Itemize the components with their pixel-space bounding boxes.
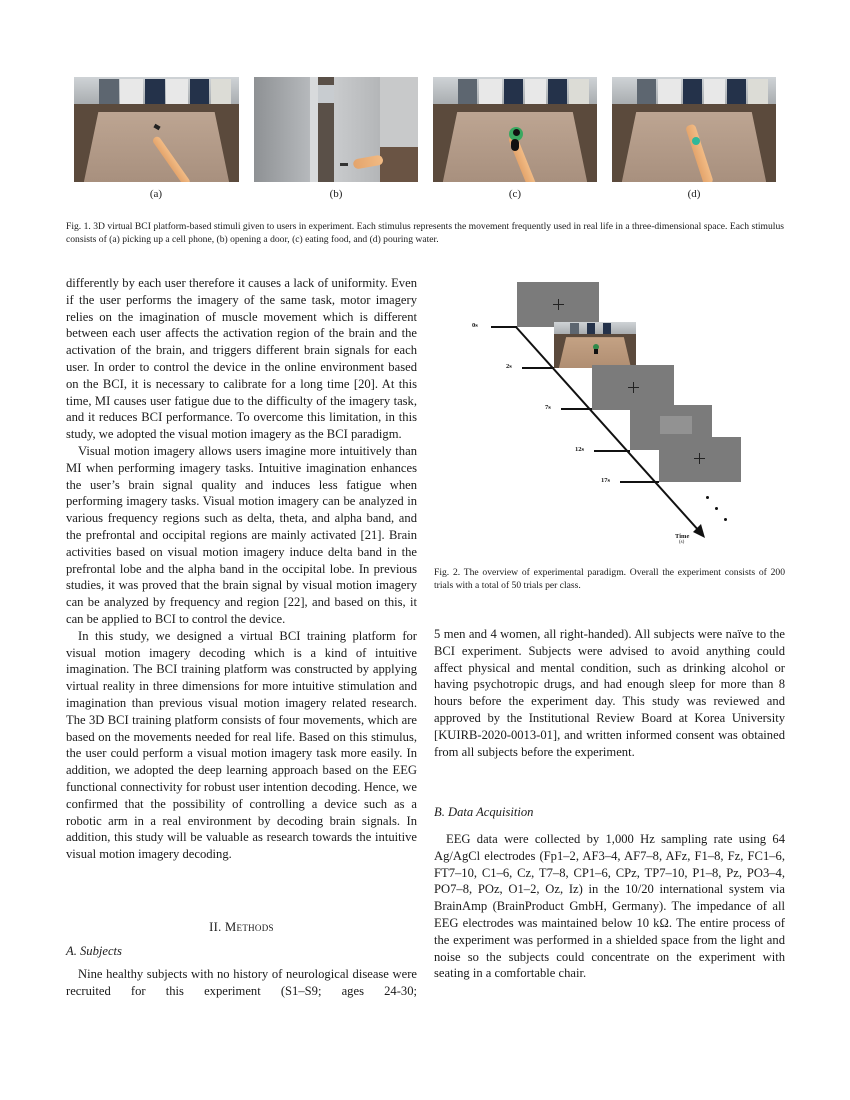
time-axis-unit: (s) [679,540,685,545]
paragraph-data-acquisition: EEG data were collected by 1,000 Hz sampling rate using 64 Ag/AgCl electrodes (Fp1–2, AF3–4, AF7–8, AFz, F1–8, Fz, FC1–6, FT7–10, C1–6, Cz, T7–8, CP1–6, CPz, TP7–10, P1–8, Pz, PO3–4, PO7–8, POz, O1–2, Oz, Iz) in the 10/20 international system via BrainAmp (BrainProduct GmbH, Germany). The impedance of all EEG electrodes was maintained below 10 kΩ. The entire process of the experiment was performed in a shielded space from the light and noise so the subjects could concentrate on the experiment with seating in a comfortable chair. [434,832,785,981]
figure-1-caption: Fig. 1. 3D virtual BCI platform-based stimuli given to users in experiment. Each stimulus represents the movement frequently used in real life in a three-dimensional space. Each stimulus consists of (a) picking up a cell phone, (b) opening a door, (c) eating food, and (d) pouring water. [66,221,784,245]
figure-1-label-c: (c) [508,188,522,200]
figure-1-panel-a-image [74,77,239,182]
time-label-0s: 0s [472,322,478,329]
section-heading-methods: II. Methods [209,920,274,934]
paragraph-this-study: In this study, we designed a virtual BCI training platform for visual motion imagery decoding which is a kind of intuitive imagination. The BCI training platform was constructed by applying virtual reality in three dimensions for more intuitive stimulation and imagination than previous visual motion imagery related research. The 3D BCI training platform consists of four movements, which are based on the movements needed for real life. Based on this stimulus, the user could perform a visual motion imagery task more easily. In addition, we adopted the deep learning approach based on the EEG functional connectivity for robust user intention decoding. Hence, we confirmed that the possibility of controlling a device such as a robotic arm in a real environment by decoding brain signals. In addition, this study will be valuable as research towards the intuitive visual motion imagery decoding. [66,628,417,862]
paragraph-subjects-end: 5 men and 4 women, all right-handed). All subjects were naïve to the BCI experiment. Subjects were advised to avoid anything could affect physical and mental condition, such as drinking alcohol or having psychotropic drugs, and had enough sleep for more than 8 hours before the experiment day. This study was reviewed and approved by the Institutional Review Board at Korea University [KUIRB-2020-0013-01], and written informed consent was obtained from all subjects before the experiment. [434,627,785,759]
figure-1-label-a: (a) [149,188,163,200]
continuation-dot [715,507,718,510]
fixation-cross-icon [553,299,564,310]
subsection-heading-data-acquisition: B. Data Acquisition [434,805,534,819]
figure-1-label-b: (b) [329,188,343,200]
subsection-heading-subjects: A. Subjects [66,944,122,958]
figure-1-panel-d-image [612,77,776,182]
time-label-7s: 7s [545,404,551,411]
figure-1-panel-c-image [433,77,597,182]
paragraph-subjects-start: Nine healthy subjects with no history of neurological disease were recruited for this experiment (S1–S9; ages 24-30; [66,967,417,998]
time-label-17s: 17s [601,477,611,484]
left-column [66,275,417,863]
figure-1-label-d: (d) [687,188,701,200]
paragraph-visual-motion-imagery: Visual motion imagery allows users imagine more intuitively than MI when performing imagery tasks. Intuitive imagination enhances the user’s brain signal quality and induces less fatigue when performing imagery tasks. Visual motion imagery can be analyzed in various frequency regions such as delta, theta, and alpha band, and the prefrontal and occipital regions are mainly activated [21]. Brain activities based on visual motion imagery induce delta band in the prefrontal lobe and the alpha band in the occipital lobe. In previous studies, it was proved that the brain signal by visual motion imagery can be analyzed by frequency and region [22], and based on this, it can be applied to BCI to control the device. [66,443,417,626]
time-label-2s: 2s [506,363,512,370]
figure-1-panel-b-image [254,77,418,182]
time-label-12s: 12s [575,446,585,453]
paragraph-intro-continued: differently by each user therefore it causes a lack of uniformity. Even if the user performs the imagery of the same task, motor imagery relies on the imagination of muscle movement which is different between each user affects the activation region of the brain and the activation of the brain, and triggers different brain signals for each user. In order to control the device in the online environment based on the BCI, it is necessary to calibrate for a long time [20]. At this time, MI causes user fatigue due to the difficulty of the imagery task, and it reduces BCI performance. To overcome this limitation, in this study, we adopted the visual motion imagery as the BCI paradigm. [66,276,417,442]
figure-2-caption: Fig. 2. The overview of experimental paradigm. Overall the experiment consists of 200 trials with a total of 50 trials per class. [434,567,785,591]
time-axis-label: Time [675,533,690,540]
time-axis-arrow-icon [500,320,720,550]
continuation-dot [724,518,727,521]
continuation-dot [706,496,709,499]
